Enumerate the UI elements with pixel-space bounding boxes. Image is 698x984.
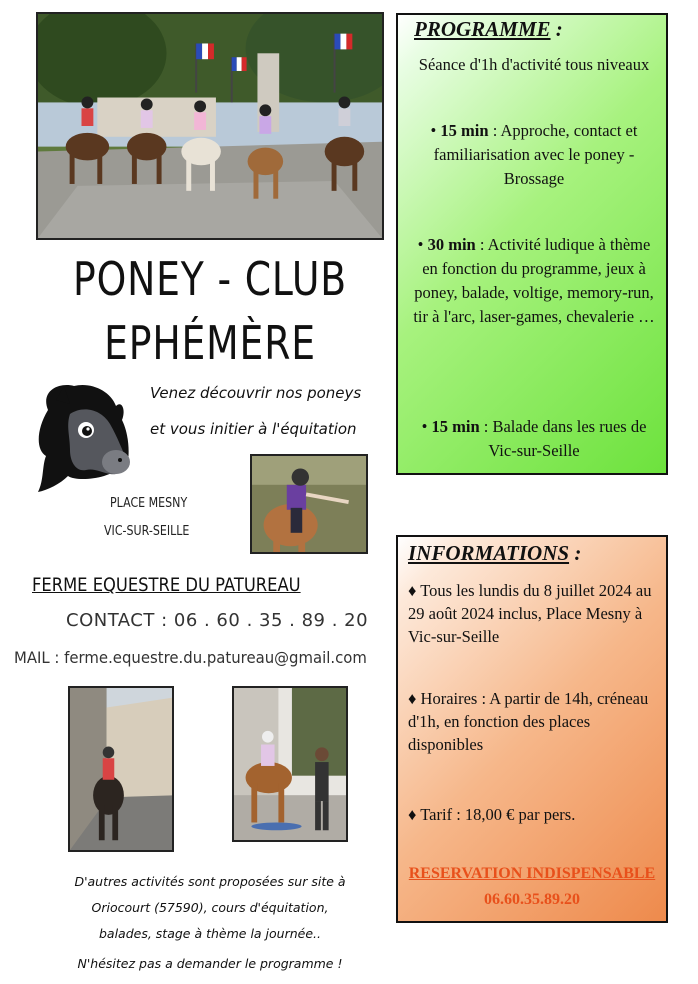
programme-box [396, 13, 668, 475]
programme-item-duration: 30 min [427, 235, 476, 254]
programme-intro: Séance d'1h d'activité tous niveaux [418, 55, 650, 74]
programme-heading-text: PROGRAMME [414, 17, 551, 41]
footer-line-1: D'autres activités sont proposées sur site à [74, 874, 346, 889]
programme-item-duration: 15 min [431, 417, 480, 436]
informations-box [396, 535, 668, 923]
programme-heading [414, 17, 563, 42]
programme-item-text: : Activité ludique à thème en fonction du programme, jeux à poney, balade, voltige, memory-run, tir à l'arc, laser-games, chevalerie … [413, 235, 655, 326]
contact-email[interactable]: MAIL : ferme.equestre.du.patureau@gmail.com [14, 648, 367, 667]
photo-rider-jumping [250, 454, 368, 554]
footer-line-4: N'hésitez pas a demander le programme ! [77, 956, 343, 971]
place-name: PLACE MESNY [110, 496, 188, 511]
programme-item: • 15 min : Approche, contact et familiarisation avec le poney - Brossage [430, 121, 638, 188]
photo-rider-in-street [68, 686, 174, 852]
informations-heading-colon: : [569, 541, 582, 565]
title-line-1: PONEY - CLUB [73, 252, 347, 306]
photo-pony-lesson [232, 686, 348, 842]
photo-children-on-ponies [36, 12, 384, 240]
informations-heading-text: INFORMATIONS [408, 541, 570, 565]
programme-heading-colon: : [550, 17, 563, 41]
reservation-phone[interactable]: 06.60.35.89.20 [484, 891, 580, 908]
programme-item-duration: 15 min [440, 121, 489, 140]
programme-item-text: : Approche, contact et familiarisation avec le poney - Brossage [433, 121, 638, 188]
programme-item: • 15 min : Balade dans les rues de Vic-sur-Seille [421, 417, 647, 460]
programme-item-text: : Balade dans les rues de Vic-sur-Seille [479, 417, 647, 460]
info-price: ♦ Tarif : 18,00 € par pers. [408, 805, 576, 824]
footer-line-3: balades, stage à thème la journée.. [98, 926, 321, 941]
farm-name: FERME EQUESTRE DU PATUREAU [32, 574, 301, 596]
reservation-notice: RESERVATION INDISPENSABLE [408, 865, 656, 882]
intro-line-2: et vous initier à l'équitation [150, 420, 357, 438]
intro-line-1: Venez découvrir nos poneys [150, 384, 362, 402]
info-hours: ♦ Horaires : A partir de 14h, créneau d'1h, en fonction des places disponibles [408, 689, 649, 754]
info-dates: ♦ Tous les lundis du 8 juillet 2024 au 29 août 2024 inclus, Place Mesny à Vic-sur-Seille [408, 581, 652, 646]
place-town: VIC-SUR-SEILLE [104, 524, 190, 539]
pony-head-icon [30, 380, 138, 500]
contact-phone: CONTACT : 06 . 60 . 35 . 89 . 20 [66, 610, 369, 631]
informations-heading [408, 541, 581, 566]
footer-line-2: Oriocourt (57590), cours d'équitation, [91, 900, 329, 915]
programme-item: • 30 min : Activité ludique à thème en fonction du programme, jeux à poney, balade, voltige, memory-run, tir à l'arc, laser-games, chevalerie … [413, 235, 655, 326]
title-line-2: EPHÉMÈRE [104, 316, 316, 370]
